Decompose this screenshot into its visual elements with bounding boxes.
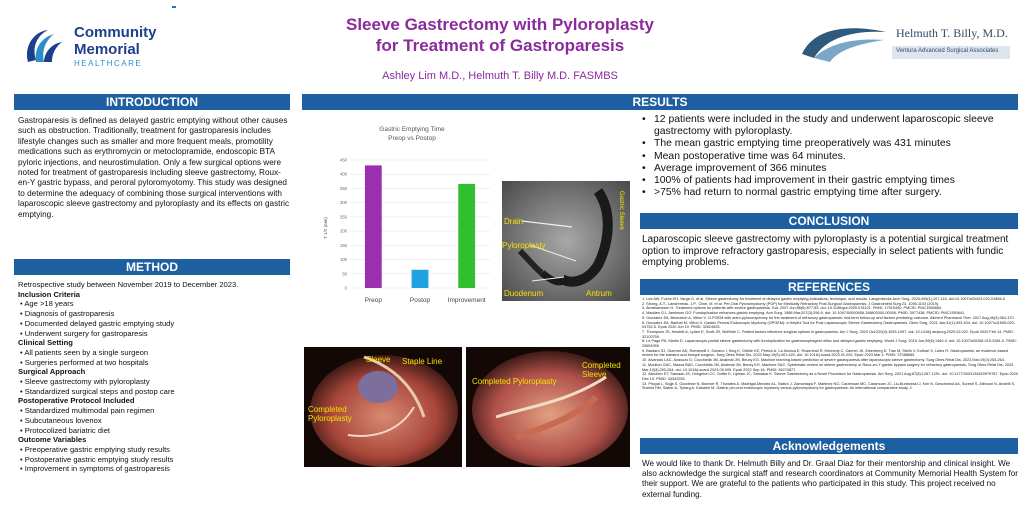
results-item: • Mean postoperative time was 64 minutes. xyxy=(640,151,1020,163)
chart-y-tick-label: 0 xyxy=(344,285,347,291)
poster-authors: Ashley Lim M.D., Helmuth T. Billy M.D. FASMBS xyxy=(382,70,618,82)
references-heading: REFERENCES xyxy=(640,279,1018,295)
gastric-emptying-chart xyxy=(320,120,496,310)
method-group-title: Surgical Approach xyxy=(18,367,86,377)
reference-item: 12. Alicuben ET, Samaan JS, Houghton CC, Soffer E, Lipham JC, Samakar K. Sleeve Gastrectomy as a Novel Procedure for Gastroparesis. Am Surg. 2021 Aug;87(8):1287-1291. doi: 10.1177/0003134820979787. Epub 2020 Dec 19. PMID: 33342255. xyxy=(642,372,1018,381)
method-item: • Age >18 years xyxy=(18,299,290,309)
method-group-title: Postoperative Protocol Included xyxy=(18,396,135,406)
chart-y-tick-label: 300 xyxy=(340,200,347,206)
method-item: • Documented delayed gastric emptying study xyxy=(18,319,290,329)
method-item: • Protocolized bariatric diet xyxy=(18,426,290,436)
reference-item: 10. Alvarado LAC, Azaouzo D, Cucchiella JM, Anaimat JM, Beuxy EG. Machine learning-based prediction of severe gastroparesis after laparoscopic sleeve gastrectomy. Surg Obes Relat Dis. 2023 Mar;19(3):253-264. xyxy=(642,358,1005,363)
chart-x-tick-label: Improvement xyxy=(447,297,486,304)
acknowledgements-text: We would like to thank Dr. Helmuth Billy and Dr. Graal Diaz for their mentorship and clinical insight. We also acknowledge the surgical staff and research coordinators at Community Memorial Health System for their support. We are grateful to the patients who participated in this study. This project received no external funding. xyxy=(642,459,1018,499)
method-group-title: Outcome Variables xyxy=(18,435,87,445)
results-heading: RESULTS xyxy=(302,94,1018,110)
results-item: • 12 patients were included in the study and underwent laparoscopic sleeve gastrectomy with pyloroplasty. xyxy=(640,114,1020,138)
chart-y-tick-label: 200 xyxy=(340,228,347,234)
reference-item: 5. Gonzalez JM, Benezech A, Vitton V. G-POEM with antro-pyloromyotomy for the treatment of refractory gastroparesis: mid-term follow-up and factors predicting outcome. Aliment Pharmacol Ther. 2017 Aug;46(4):364-370. xyxy=(642,315,1015,320)
method-item: • Subcutaneous lovenox xyxy=(18,416,290,426)
chart-subtitle: Preop vs Postop xyxy=(388,135,436,142)
method-item: • All patients seen by a single surgeon xyxy=(18,348,290,358)
acknowledgements-heading: Acknowledgements xyxy=(640,438,1018,454)
reference-item: 11. Moulton GAC, Mazza BAD, Cucchiella JM, Anaimat JM, Beuxy EG. Machine SAC. Systematic review on sleeve gastrectomy or Roux-en-Y gastric bypass surgery for refractory gastroparesis. Surg Obes Relat Dis. 2023 Mar;19(3):253-264. doi: 10.1016/j.soard.2023.09.009. Epub 2022 Sep 16. PMID: 36274877. xyxy=(642,362,1014,372)
references-list xyxy=(642,297,1018,391)
xray-label-pyloroplasty: Pyloroplasty xyxy=(502,241,546,250)
chart-y-tick-label: 400 xyxy=(340,171,347,177)
reference-item: 4. Madden GJ, Jamieson GG. Fundoplication enhances gastric emptying. Ann Surg. 1988 Mar;207(3):296-9. doi: 10.1097/00000658-198803000-00006. PMID: 3977438; PMCID: PMC1350641. xyxy=(642,311,966,316)
ventura-logo-subtitle: Ventura Advanced Surgical Associates xyxy=(896,48,999,54)
poster-title-line-1: Sleeve Gastrectomy with Pyloroplasty xyxy=(345,15,654,34)
reference-item: 6. Gonzalez JM, Barthet M, Vitton V. Gastric Peroral Endoscopic Myotomy (GPOEM): a Helpful Tool for Post Laparoscopic Sleeve Gastrectomy Gastroparesis. Obes Surg. 2021 Jan;31(1):403-404. doi: 10.1007/s11695-020-04752-5. Epub 2020 Jun 10. PMID: 32524525. xyxy=(642,320,1015,330)
chart-y-tick-label: 350 xyxy=(340,185,347,191)
method-group-title: Clinical Setting xyxy=(18,338,73,348)
reference-item: 7. Thompson JS, Hewlett A, Lyden E, Scott JR, McBride C. Patient factors influence surgical options in gastroparesis. Am J Surg. 2020 Oct;220(4):1093-1097. doi: 10.1016/j.amjsurg.2020.02.022. Epub 2020 Feb 14. PMID: 32100759. xyxy=(642,329,1014,339)
conclusion-heading: CONCLUSION xyxy=(640,213,1018,229)
xray-label-antrum: Antrum xyxy=(586,289,612,298)
xray-label-drain: Drain xyxy=(504,217,524,226)
poster-title-line-2: for Treatment of Gastroparesis xyxy=(375,36,625,55)
reference-item: 9. Bardaro SJ, Guerron AD, Romanelli J, Soriano I, King K, Gibble KE, Petrick A, La Monica E, Rosenthal R, Kennedy C, Canner JK, Eisenberg D, Tran M, Stelin V, Kothari S, Lutes R. Gastroparesis: an evidence-based review for the bariatric and foregut surgeon. Surg Obes Relat Dis. 2023 May;19(5):401-420. doi: 10.1016/j.soard.2023.01.002. Epub 2023 Mar 4. PMID: 37088685. xyxy=(642,348,1009,358)
surgery2-label-completed-pyloroplasty: Completed Pyloroplasty xyxy=(472,377,557,386)
results-item: • Average improvement of 366 minutes xyxy=(640,163,1020,175)
xray-label-gastric-sleeve: Gastric Sleeve xyxy=(618,191,624,231)
chart-y-axis-label: T 1/2 (min) xyxy=(323,217,328,239)
header-mark xyxy=(172,6,176,8)
surgery-figure-2 xyxy=(466,347,630,467)
method-group-title: Inclusion Criteria xyxy=(18,289,81,299)
conclusion-text: Laparoscopic sleeve gastrectomy with pyloroplasty is a potential surgical treatment option to improve refractory gastroparesis, especially in select patients with fundic emptying problems. xyxy=(642,234,1009,269)
chart-y-tick-label: 250 xyxy=(340,214,347,220)
logo-line-2: Memorial xyxy=(74,41,140,58)
introduction-text: Gastroparesis is defined as delayed gastric emptying without other causes such as obstruction. Traditionally, treatment for gastroparesis includes lifestyle changes such as smaller and more frequent meals, promotility medications such as erythromycin or metoclopramide, endoscopic BTA pyloric injections, and neurostimulation. Only a few surgical options were noted for treatment of gastroparesis including sleeve gastrectomy, Roux-en-Y gastric bypass, and peroral pyloromyotomy. This study was designed to determine the adequacy of combining those surgical interventions with laparoscopic sleeve gastrectomy and pyloroplasty and its effects on gastric emptying. xyxy=(18,116,290,219)
community-memorial-emblem-icon xyxy=(22,26,68,68)
reference-item: 13. Phuyal L, Bojja S, Goodhew N, Bonnier R, Thwaites A, Madrigal-Mendez AL, Nativo J, Zamantaya F, Martinez NG, Caramoan MC, Caramoan JC, Liu-Burdowski J, Kim N, Geschwind AA, Suresh S, Alkhouri N, Anabtil S, Shahid HM, Salker A, Tybarg A, Kahaleh M. Gastric per-oral endoscopic myotomy versus pyloromyotomy for gastroparesis: An international comparative study. 2 xyxy=(642,381,1016,391)
chart-bar-improvement xyxy=(458,184,475,288)
introduction-heading: INTRODUCTION xyxy=(14,94,290,110)
poster-title xyxy=(290,14,710,56)
reference-item: 2. Strong, A.T., Landreneau, J.P., Cline, M. et al. Per-Oral Pyloromyotomy (POP) for Medically Refractory Post-Surgical Gastroparesis. J Gastrointest Surg 23, 1095-1103 (2019). xyxy=(642,301,940,306)
method-item: • Improvement in symptoms of gastroparesis xyxy=(18,464,290,474)
method-item: • Standardized surgical steps and postop care xyxy=(18,387,290,397)
chart-bar-postop xyxy=(412,270,429,288)
method-item: • Diagnosis of gastroparesis xyxy=(18,309,290,319)
results-item: • 100% of patients had improvement in their gastric emptying times xyxy=(640,175,1020,187)
method-intro: Retrospective study between November 2019 to December 2023. xyxy=(18,280,239,289)
chart-y-tick-label: 450 xyxy=(340,157,347,163)
method-item: • Preoperative gastric emptying study results xyxy=(18,445,290,455)
logo-line-3: HEALTHCARE xyxy=(74,59,143,68)
surgery1-label-sleeve: Sleeve xyxy=(366,355,391,364)
method-item: • Standardized multimodal pain regimen xyxy=(18,406,290,416)
reference-item: 1. Lee AW, Fuchs KH, Varga G, et al. Sleeve gastrectomy for treatment of delayed gastric emptying-indications, technique, and results. Langenbecks Arch Surg. 2020;405(1):107-116. doi:10.1007/s00423-020-01856-5 xyxy=(642,297,1005,301)
logo-line-1: Community xyxy=(74,24,157,41)
chart-x-tick-label: Postop xyxy=(409,297,431,304)
xray-label-duodenum: Duodenum xyxy=(504,289,544,298)
method-item: • Surgeries performed at two hospitals xyxy=(18,358,290,368)
chart-title: Gastric Emptying Time xyxy=(379,126,445,133)
ventura-logo xyxy=(800,24,1012,64)
results-item: • >75% had return to normal gastric emptying time after surgery. xyxy=(640,187,1020,199)
surgery-figure-1 xyxy=(304,347,462,467)
chart-y-tick-label: 150 xyxy=(340,242,347,248)
method-item: • Postoperative gastric emptying study results xyxy=(18,455,290,465)
method-body xyxy=(18,280,290,474)
results-item: • The mean gastric emptying time preoperatively was 431 minutes xyxy=(640,138,1020,150)
xray-figure xyxy=(502,181,630,301)
reference-item: 3. Abrahamsson H. Treatment options for patients with severe gastroparesis. Gut. 2007 Jun;56(6):877-83. doi: 10.1136/gut.2005.078121. PMID: 17519490; PMCID: PMC1954884. xyxy=(642,306,943,311)
method-item: • Sleeve gastrectomy with pyloroplasty xyxy=(18,377,290,387)
method-heading: METHOD xyxy=(14,259,290,275)
surgery1-label-staple-line: Staple Line xyxy=(402,357,443,366)
ventura-logo-name: Helmuth T. Billy, M.D. xyxy=(896,26,1008,40)
results-list xyxy=(640,114,1020,199)
chart-y-tick-label: 100 xyxy=(340,257,347,263)
chart-x-tick-label: Preop xyxy=(364,297,383,304)
surgery1-label-completed-pyloroplasty: Completed Pyloroplasty xyxy=(308,405,352,423)
reference-item: 8. Le Page PA, Martin D. Laparoscopic partial sleeve gastrectomy with fundoplication for gastroesophageal reflux and delayed gastric emptying. World J Surg. 2015 Jun;39(6):1460-4. doi: 10.1007/s00268-015-2981-0. PMID: 25651959. xyxy=(642,339,1017,349)
surgery2-label-completed-sleeve: Completed Sleeve xyxy=(582,361,621,379)
community-memorial-logo xyxy=(22,22,182,70)
ventura-emblem-icon xyxy=(800,24,888,64)
chart-y-tick-label: 50 xyxy=(342,271,347,277)
method-item: • Underwent surgery for gastroparesis xyxy=(18,329,290,339)
chart-bar-preop xyxy=(365,165,382,288)
